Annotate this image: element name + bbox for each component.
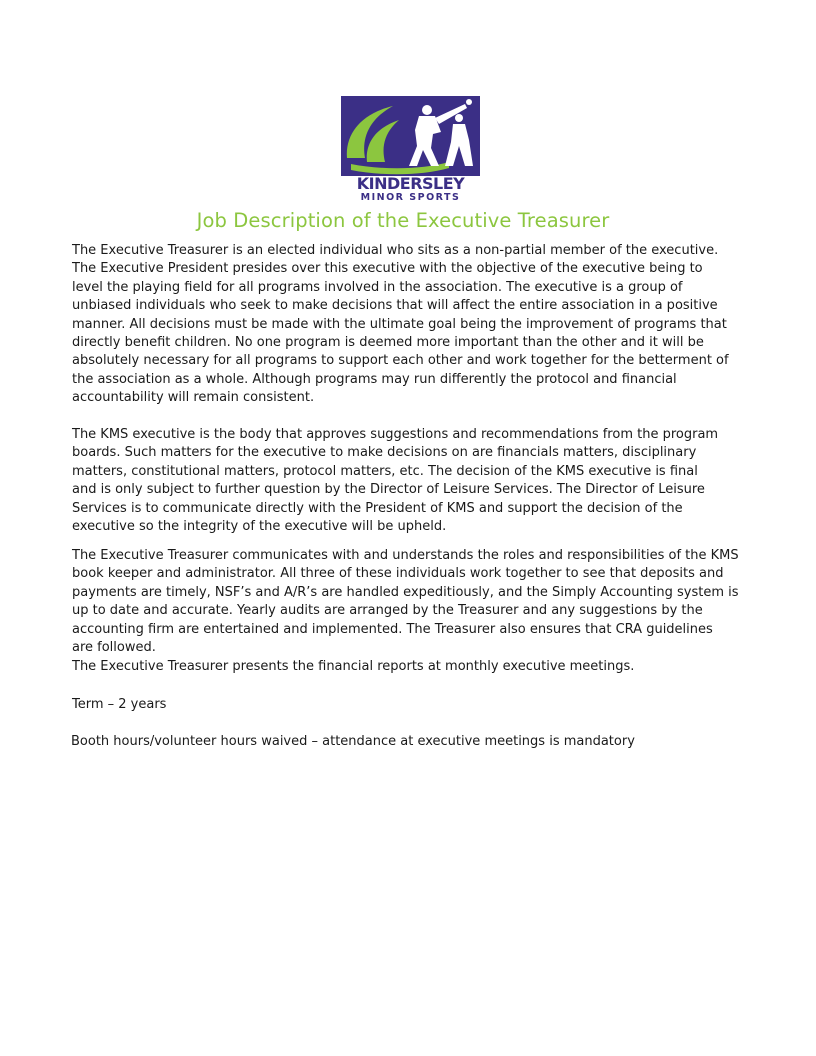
paragraph-booth-hours: Booth hours/volunteer hours waived – attendance at executive meetings is mandatory <box>71 734 635 749</box>
logo-text-sub: MINOR SPORTS <box>360 192 461 202</box>
paragraph-term: Term – 2 years <box>72 697 167 712</box>
logo-graphic <box>341 96 480 202</box>
kms-logo <box>341 96 480 202</box>
paragraph-kms-executive: The KMS executive is the body that approves suggestions and recommendations from the program boards. Such matters for the executive to make decisions on are financials matters, disciplinary matters, constitutional matters, protocol matters, etc. The decision of the KMS executive is final and is only subject to further question by the Director of Leisure Services. The Director of Leisure Services is to communicate directly with the President of KMS and support the decision of the executive so the integrity of the executive will be upheld. <box>72 427 719 535</box>
paragraph-treasurer-duties: The Executive Treasurer communicates with and understands the roles and responsibilities of the KMS book keeper and administrator. All three of these individuals work together to see that deposits and payments are timely, NSF’s and A/R’s are handled expeditiously, and the Simply Accounting system is up to date and accurate. Yearly audits are arranged by the Treasurer and any suggestions by the accounting firm are entertained and implemented. The Treasurer also ensures that CRA guidelines are followed. <box>72 548 739 656</box>
paragraph-financial-reports: The Executive Treasurer presents the financial reports at monthly executive meetings. <box>72 659 635 674</box>
logo-text-main: KINDERSLEY <box>356 174 465 193</box>
paragraph-executive-role: The Executive Treasurer is an elected individual who sits as a non-partial member of the executive. The Executive President presides over this executive with the objective of the executive being to level the playing field for all programs involved in the association. The executive is a group of unbiased individuals who seek to make decisions that will affect the entire association in a positive manner. All decisions must be made with the ultimate goal being the improvement of programs that directly benefit children. No one program is deemed more important than the other and it will be absolutely necessary for all programs to support each other and work together for the betterment of the association as a whole. Although programs may run differently the protocol and financial accountability will remain consistent. <box>72 243 729 406</box>
page-title: Job Description of the Executive Treasurer <box>196 209 610 232</box>
